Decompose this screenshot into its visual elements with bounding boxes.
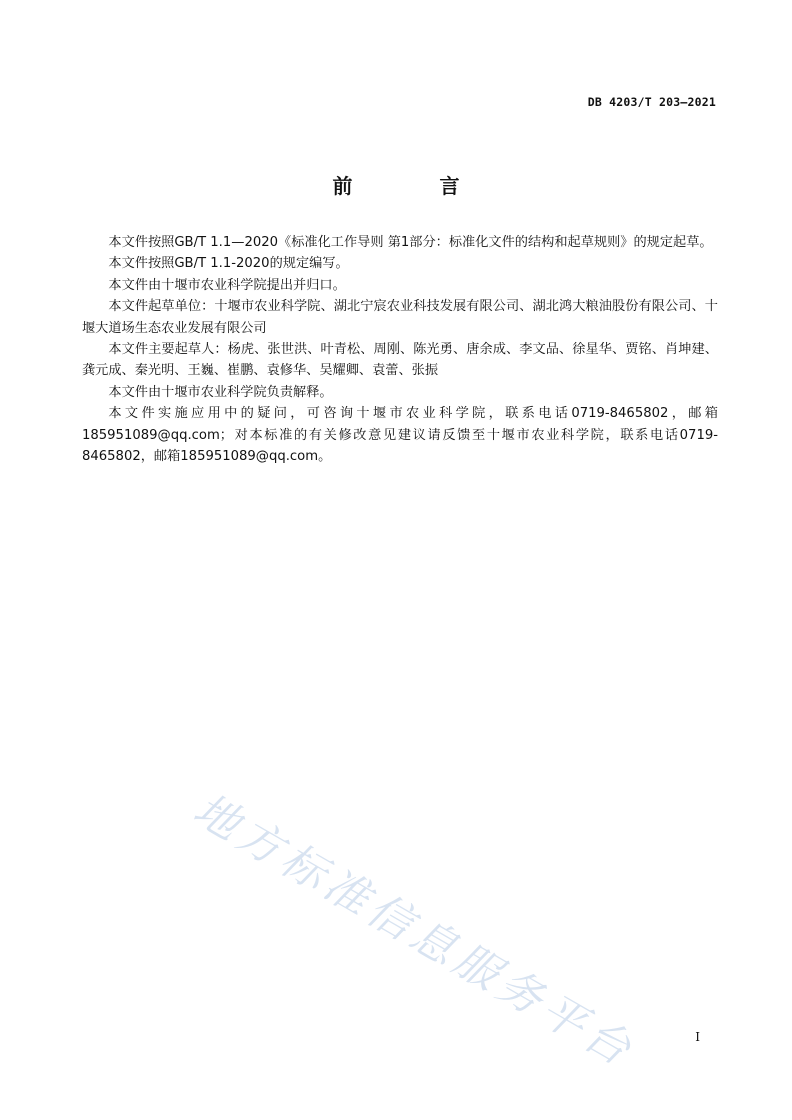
paragraph-compilation: 本文件按照GB/T 1.1-2020的规定编写。 (108, 256, 349, 272)
paragraph-drafting-rules: 本文件按照GB/T 1.1—2020《标准化工作导则 第1部分：标准化文件的结构和起草规则》的规定起草。 (108, 235, 713, 250)
paragraph-drafting-units: 本文件起草单位：十堰市农业科学院、湖北宁宸农业科技发展有限公司、湖北鸿大粮油股份有限公司、十堰大道场生态农业发展有限公司 (82, 299, 718, 336)
foreword-body (82, 232, 718, 467)
watermark: 地方标准信息服务平台 (185, 783, 644, 1078)
page-number: I (695, 1030, 700, 1044)
paragraph-proposer: 本文件由十堰市农业科学院提出并归口。 (108, 277, 346, 293)
paragraph-drafters: 本文件主要起草人：杨虎、张世洪、叶青松、周刚、陈光勇、唐余成、李文品、徐星华、贾铭、肖坤建、龚元成、秦光明、王巍、崔鹏、袁修华、吴耀卿、袁蕾、张振 (82, 342, 718, 379)
page-title: 前 言 (332, 174, 500, 198)
paragraph-interpretation: 本文件由十堰市农业科学院负责解释。 (108, 384, 333, 400)
standard-code: DB 4203/T 203—2021 (587, 95, 716, 109)
paragraph-contact: 本文件实施应用中的疑问，可咨询十堰市农业科学院，联系电话0719-8465802，邮箱185951089@qq.com；对本标准的有关修改意见建议请反馈至十堰市农业科学院，联系电话0719-8465802，邮箱185951089@qq.com。 (82, 406, 718, 465)
